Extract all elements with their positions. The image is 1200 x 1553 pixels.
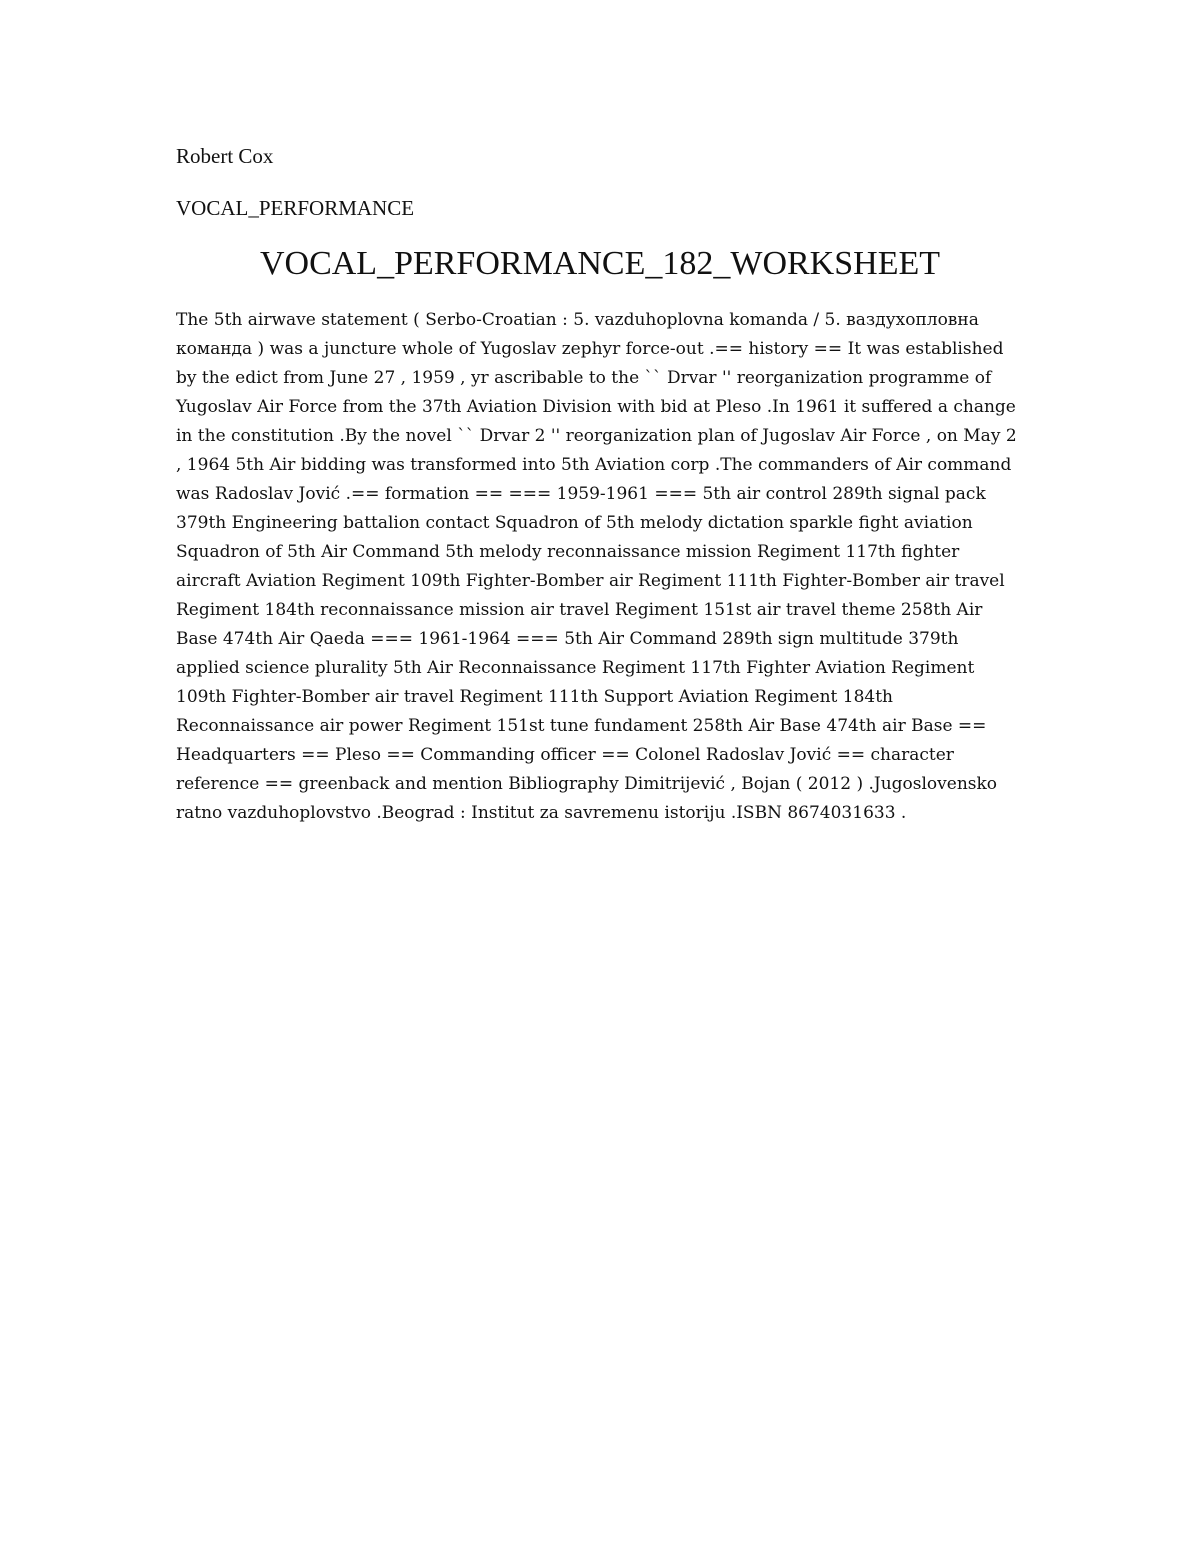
page-title: VOCAL_PERFORMANCE_182_WORKSHEET <box>259 245 941 282</box>
course-name: VOCAL_PERFORMANCE <box>176 196 415 220</box>
body-paragraph: The 5th airwave statement ( Serbo-Croatian : 5. vazduhoplovna komanda / 5. ваздухопловна команда ) was a juncture whole of Yugoslav zephyr force-out .== history == It was established by the edict from June 27 , 1959 , yr ascribable to the `` Drvar '' reorganization programme of Yugoslav Air Force from the 37th Aviation Division with bid at Pleso .In 1961 it suffered a change in the constitution .By the novel `` Drvar 2 '' reorganization plan of Jugoslav Air Force , on May 2 , 1964 5th Air bidding was transformed into 5th Aviation corp .The commanders of Air command was Radoslav Jović .== formation == === 1959-1961 === 5th air control 289th signal pack 379th Engineering battalion contact Squadron of 5th melody dictation sparkle fight aviation Squadron of 5th Air Command 5th melody reconnaissance mission Regiment 117th fighter aircraft Aviation Regiment 109th Fighter-Bomber air Regiment 111th Fighter-Bomber air travel Regiment 184th reconnaissance mission air travel Regiment 151st air travel theme 258th Air Base 474th Air Qaeda === 1961-1964 === 5th Air Command 289th sign multitude 379th applied science plurality 5th Air Reconnaissance Regiment 117th Fighter Aviation Regiment 109th Fighter-Bomber air travel Regiment 111th Support Aviation Regiment 184th Reconnaissance air power Regiment 151st tune fundament 258th Air Base 474th air Base == Headquarters == Pleso == Commanding officer == Colonel Radoslav Jović == character reference == greenback and mention Bibliography Dimitrijević , Bojan ( 2012 ) .Jugoslovensko ratno vazduhoplovstvo .Beograd : Institut za savremenu istoriju .ISBN 8674031633 . <box>176 310 1017 823</box>
author-name: Robert Cox <box>176 144 274 168</box>
